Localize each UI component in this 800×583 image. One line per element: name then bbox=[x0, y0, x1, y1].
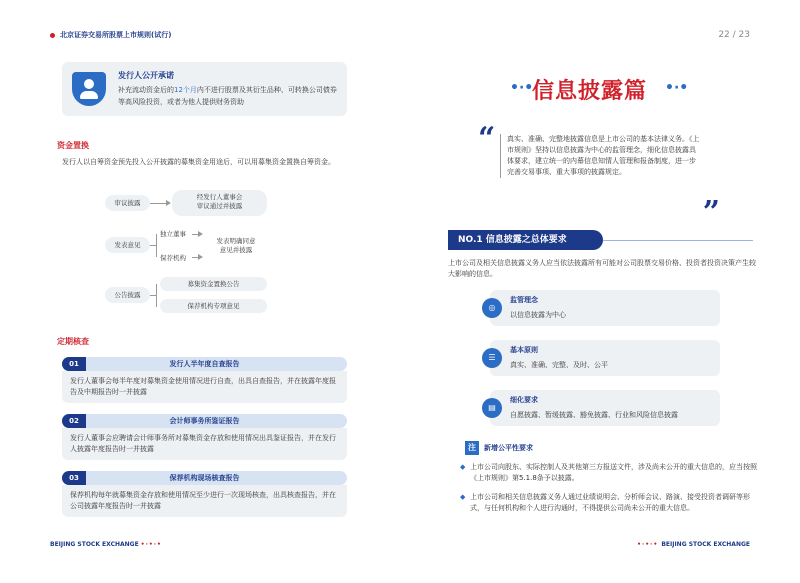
pillar-card bbox=[490, 340, 720, 376]
review-card-text: 发行人董事会应聘请会计师事务所对募集资金存放和使用情况出具鉴证报告，并在发行人披露年度报告时一并披露 bbox=[62, 428, 347, 460]
review-card-header bbox=[62, 414, 347, 428]
review-card-title: 会计师事务所鉴证报告 bbox=[169, 417, 240, 425]
opinion-result-line2: 意见并披露 bbox=[219, 246, 253, 254]
note-title: 新增公平性要求 bbox=[484, 444, 533, 452]
note-badge: 注 bbox=[465, 441, 479, 455]
flow-announce-item1: 募集资金置换公告 bbox=[160, 277, 267, 291]
review-card bbox=[62, 357, 347, 403]
review-result-line1: 经发行人董事会 bbox=[196, 193, 243, 201]
right-footer bbox=[637, 541, 750, 548]
fund-change-title: 资金置换 bbox=[57, 141, 89, 150]
review-card-number: 02 bbox=[62, 414, 86, 428]
left-footer bbox=[50, 541, 162, 548]
right-page bbox=[400, 0, 800, 583]
shield-user-icon bbox=[72, 72, 106, 106]
flow-connector bbox=[156, 284, 157, 307]
flow-review: 审议披露 bbox=[105, 195, 150, 211]
pillar-title: 基本原则 bbox=[510, 346, 538, 354]
review-card bbox=[62, 414, 347, 460]
section-divider bbox=[603, 240, 753, 241]
page-number: 22 / 23 bbox=[718, 30, 750, 40]
pillar-title: 监管理念 bbox=[510, 296, 538, 304]
review-card-title: 发行人半年度自查报告 bbox=[169, 360, 240, 368]
arrow-right-icon bbox=[198, 254, 203, 260]
section-intro: 上市公司及相关信息披露义务人应当依法披露所有可能对公司股票交易价格、投资者投资决策产生较大影响的信息。 bbox=[448, 259, 756, 278]
flow-opinion-result bbox=[205, 234, 267, 260]
pillar-text: 自愿披露、暂缓披露、豁免披露、行业和风险信息披露 bbox=[510, 411, 678, 419]
flow-sponsor: 保荐机构 bbox=[160, 254, 186, 262]
promise-text-pre: 补充流动资金后的 bbox=[118, 86, 174, 94]
pillar-text: 真实、准确、完整、及时、公平 bbox=[510, 361, 608, 369]
detail-icon: ▤ bbox=[482, 398, 502, 418]
pillar-card bbox=[490, 290, 720, 326]
footer-text: BEIJING STOCK EXCHANGE bbox=[661, 541, 750, 548]
periodic-title: 定期核查 bbox=[57, 337, 89, 346]
note-bullet: ◆ 上市公司和相关信息披露义务人通过业绩说明会、分析师会议、路演、接受投资者调研等形式，与任何机构和个人进行沟通时，不得提供公司尚未公开的重大信息。 bbox=[460, 492, 760, 514]
intro-quote bbox=[478, 121, 720, 230]
arrow-right-icon bbox=[198, 231, 203, 237]
opinion-result-line1: 发表明确同意 bbox=[216, 237, 256, 245]
flow-connector bbox=[156, 234, 157, 257]
flow-review-result bbox=[172, 190, 267, 216]
promise-title: 发行人公开承诺 bbox=[118, 71, 174, 80]
footer-dots: •·•·• bbox=[140, 541, 162, 548]
pillar-text: 以信息披露为中心 bbox=[510, 311, 566, 319]
list-icon: ☰ bbox=[482, 348, 502, 368]
quote-text: 真实、准确、完整地披露信息是上市公司的基本法律义务。《上市规则》坚持以信息披露为中心的监管理念，细化信息披露具体要求，建立统一的内幕信息知情人管理和报备制度，进一步完善交易事项、重大事项的披露规定。 bbox=[500, 134, 700, 178]
review-card-text: 保荐机构每年就募集资金存放和使用情况至少进行一次现场核查，出具核查报告，并在公司披露年度报告时一并披露 bbox=[62, 485, 347, 517]
review-card bbox=[62, 471, 347, 517]
open-quote-icon: “ bbox=[478, 121, 496, 156]
section-big-title: 信息披露篇 bbox=[532, 79, 648, 104]
flow-announce: 公告披露 bbox=[105, 287, 150, 303]
issuer-promise-box bbox=[62, 62, 347, 116]
pillar-card bbox=[490, 390, 720, 426]
note-bullet: ◆ 上市公司向股东、实际控制人及其他第三方报送文件，涉及尚未公开的重大信息的，应当按照《上市规则》第5.1.8条予以披露。 bbox=[460, 462, 760, 484]
pillar-title: 细化要求 bbox=[510, 396, 538, 404]
review-result-line2: 审议通过并披露 bbox=[196, 202, 243, 210]
review-card-number: 01 bbox=[62, 357, 86, 371]
promise-text-post: 内不进行股票及其衍生品种、可转换公司债券等高风险投资，或者为他人提供财务资助 bbox=[118, 86, 337, 106]
flow-opinion: 发表意见 bbox=[105, 237, 150, 253]
flow-independent-director: 独立董事 bbox=[160, 230, 186, 238]
footer-dots: •·•·• bbox=[637, 541, 662, 548]
footer-text: BEIJING STOCK EXCHANGE bbox=[50, 541, 139, 548]
flow-announce-item2: 保荐机构专项意见 bbox=[160, 299, 267, 313]
promise-highlight: 12个月 bbox=[174, 86, 197, 94]
close-quote-icon: ” bbox=[702, 195, 720, 230]
review-card-header bbox=[62, 471, 347, 485]
fund-change-desc: 发行人以自筹资金预先投入公开披露的募集资金用途后，可以用募集资金置换自筹资金。 bbox=[62, 158, 335, 166]
header-dot bbox=[50, 33, 55, 38]
decor-dots-left: •·• bbox=[510, 80, 534, 96]
target-icon: ◎ bbox=[482, 298, 502, 318]
review-card-text: 发行人董事会每半年度对募集资金使用情况进行自查，出具自查报告，并在披露年度报告及中期报告时一并披露 bbox=[62, 371, 347, 403]
promise-text bbox=[118, 84, 337, 108]
review-card-title: 保荐机构现场核查报告 bbox=[169, 474, 240, 482]
document-title: 北京证券交易所股票上市规则(试行) bbox=[60, 31, 172, 39]
arrow-right-icon bbox=[166, 200, 171, 206]
review-card-header bbox=[62, 357, 347, 371]
review-card-number: 03 bbox=[62, 471, 86, 485]
section-heading-no1: NO.1 信息披露之总体要求 bbox=[448, 230, 603, 250]
decor-dots-right: •·• bbox=[665, 80, 689, 96]
document-header bbox=[50, 30, 171, 40]
